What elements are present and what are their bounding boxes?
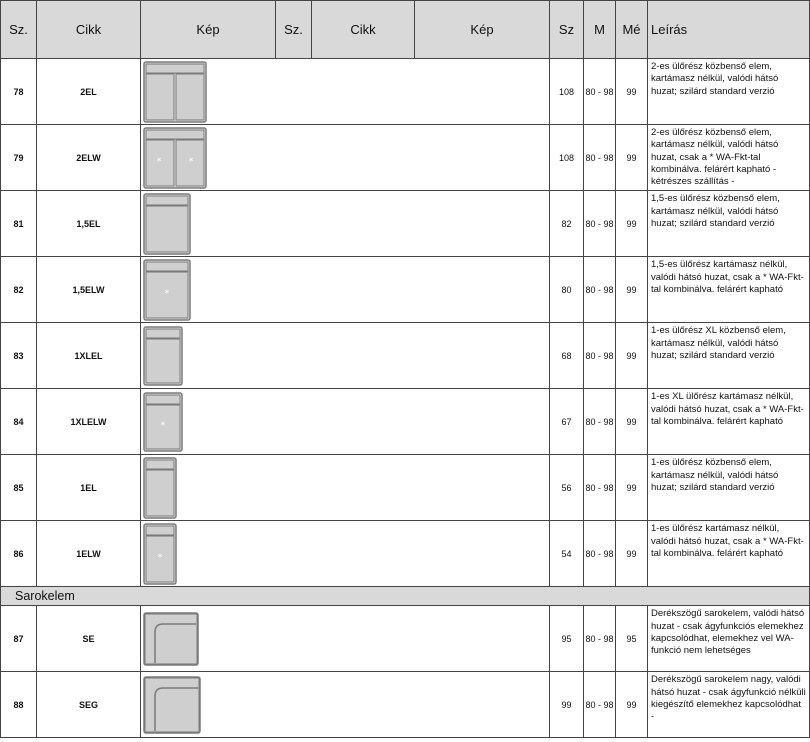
item-code: 2EL: [37, 59, 141, 125]
header-sz-1: Sz.: [1, 1, 37, 59]
sofa-module-icon: [143, 127, 207, 189]
header-sz-2: Sz.: [276, 1, 312, 59]
item-height: 80 - 98: [584, 455, 616, 521]
table-row: [1, 455, 810, 521]
item-depth: 99: [616, 323, 648, 389]
header-sz-3: Sz: [550, 1, 584, 59]
item-code: SEG: [37, 672, 141, 738]
item-width: 108: [550, 59, 584, 125]
item-image: [141, 672, 550, 738]
sofa-module-icon: [143, 392, 183, 452]
item-description: 1,5-es ülőrész kartámasz nélkül, valódi hátsó huzat, csak a * WA-Fkt-tal kombinálva. felárért kapható: [648, 257, 810, 323]
item-code: 1EL: [37, 455, 141, 521]
item-image: [141, 389, 550, 455]
sofa-module-icon: [143, 193, 191, 255]
item-width: 68: [550, 323, 584, 389]
item-code: 1XLELW: [37, 389, 141, 455]
item-code: 1ELW: [37, 521, 141, 587]
star-marker: *: [156, 156, 162, 167]
item-depth: 99: [616, 389, 648, 455]
item-image: [141, 323, 550, 389]
item-number: 85: [1, 455, 37, 521]
header-cikk-2: Cikk: [312, 1, 415, 59]
item-image: [141, 521, 550, 587]
item-image: [141, 59, 550, 125]
sofa-module-icon: [143, 457, 177, 519]
sofa-module-icon: [143, 612, 199, 666]
item-description: Derékszögű sarokelem, valódi hátsó huzat - csak ágyfunkciós elemekhez kapcsolódhat, elemekhez vel WA-funkció nem lehetséges: [648, 606, 810, 672]
item-code: SE: [37, 606, 141, 672]
item-height: 80 - 98: [584, 257, 616, 323]
sofa-module-icon: [143, 676, 201, 734]
star-marker: *: [164, 289, 170, 300]
table-row: [1, 59, 810, 125]
item-image: [141, 125, 550, 191]
header-kep-1: Kép: [141, 1, 276, 59]
item-code: 1,5EL: [37, 191, 141, 257]
item-width: 80: [550, 257, 584, 323]
item-height: 80 - 98: [584, 606, 616, 672]
header-me: Mé: [616, 1, 648, 59]
header-kep-2: Kép: [415, 1, 550, 59]
section-label: Sarokelem: [1, 587, 810, 606]
table-row: [1, 191, 810, 257]
item-number: 86: [1, 521, 37, 587]
item-image: [141, 606, 550, 672]
item-number: 82: [1, 257, 37, 323]
item-width: 56: [550, 455, 584, 521]
item-depth: 99: [616, 59, 648, 125]
table-row: [1, 606, 810, 672]
section-row: [1, 587, 810, 606]
item-width: 108: [550, 125, 584, 191]
item-height: 80 - 98: [584, 672, 616, 738]
item-height: 80 - 98: [584, 389, 616, 455]
item-code: 2ELW: [37, 125, 141, 191]
item-description: 1-es XL ülőrész kartámasz nélkül, valódi hátsó huzat, csak a * WA-Fkt-tal kombinálva. felárért kapható: [648, 389, 810, 455]
item-depth: 99: [616, 257, 648, 323]
item-height: 80 - 98: [584, 59, 616, 125]
sofa-module-icon: [143, 326, 183, 386]
item-number: 84: [1, 389, 37, 455]
table-row: [1, 323, 810, 389]
table-row: [1, 521, 810, 587]
item-description: 2-es ülőrész közbenső elem, kartámasz nélkül, valódi hátsó huzat; szilárd standard verzió: [648, 59, 810, 125]
item-depth: 99: [616, 191, 648, 257]
item-description: 1-es ülőrész közbenső elem, kartámasz nélkül, valódi hátsó huzat; szilárd standard verzió: [648, 455, 810, 521]
item-depth: 99: [616, 125, 648, 191]
sofa-module-icon: [143, 259, 191, 321]
item-height: 80 - 98: [584, 125, 616, 191]
item-depth: 95: [616, 606, 648, 672]
item-width: 67: [550, 389, 584, 455]
header-cikk-1: Cikk: [37, 1, 141, 59]
item-width: 82: [550, 191, 584, 257]
star-marker: *: [188, 156, 194, 167]
item-height: 80 - 98: [584, 191, 616, 257]
item-image: [141, 455, 550, 521]
star-marker: *: [160, 420, 166, 431]
item-number: 88: [1, 672, 37, 738]
table-row: [1, 672, 810, 738]
header-row: [1, 1, 810, 59]
item-number: 79: [1, 125, 37, 191]
sofa-module-icon: [143, 61, 207, 123]
item-depth: 99: [616, 521, 648, 587]
item-number: 87: [1, 606, 37, 672]
sofa-module-icon: [143, 523, 177, 585]
item-number: 81: [1, 191, 37, 257]
item-description: 1-es ülőrész XL közbenső elem, kartámasz nélkül, valódi hátsó huzat; szilárd standard verzió: [648, 323, 810, 389]
item-image: [141, 257, 550, 323]
item-code: 1XLEL: [37, 323, 141, 389]
table-row: [1, 125, 810, 191]
item-image: [141, 191, 550, 257]
item-description: 2-es ülőrész közbenső elem, kartámasz nélkül, valódi hátsó huzat, csak a * WA-Fkt-tal kombinálva. felárért kapható - kétrészes szállítás -: [648, 125, 810, 191]
star-marker: *: [157, 553, 163, 564]
item-number: 83: [1, 323, 37, 389]
item-description: 1,5-es ülőrész közbenső elem, kartámasz nélkül, valódi hátsó huzat; szilárd standard verzió: [648, 191, 810, 257]
item-depth: 99: [616, 455, 648, 521]
item-width: 99: [550, 672, 584, 738]
item-height: 80 - 98: [584, 323, 616, 389]
item-description: 1-es ülőrész kartámasz nélkül, valódi hátsó huzat, csak a * WA-Fkt-tal kombinálva. felárért kapható: [648, 521, 810, 587]
item-height: 80 - 98: [584, 521, 616, 587]
item-width: 54: [550, 521, 584, 587]
header-m: M: [584, 1, 616, 59]
item-description: Derékszögű sarokelem nagy, valódi hátsó huzat - csak ágyfunkció nélküli kiegészítő elemekhez kapcsolódhat -: [648, 672, 810, 738]
table-row: [1, 257, 810, 323]
item-code: 1,5ELW: [37, 257, 141, 323]
item-depth: 99: [616, 672, 648, 738]
header-leiras: Leírás: [648, 1, 810, 59]
table-row: [1, 389, 810, 455]
item-width: 95: [550, 606, 584, 672]
item-number: 78: [1, 59, 37, 125]
